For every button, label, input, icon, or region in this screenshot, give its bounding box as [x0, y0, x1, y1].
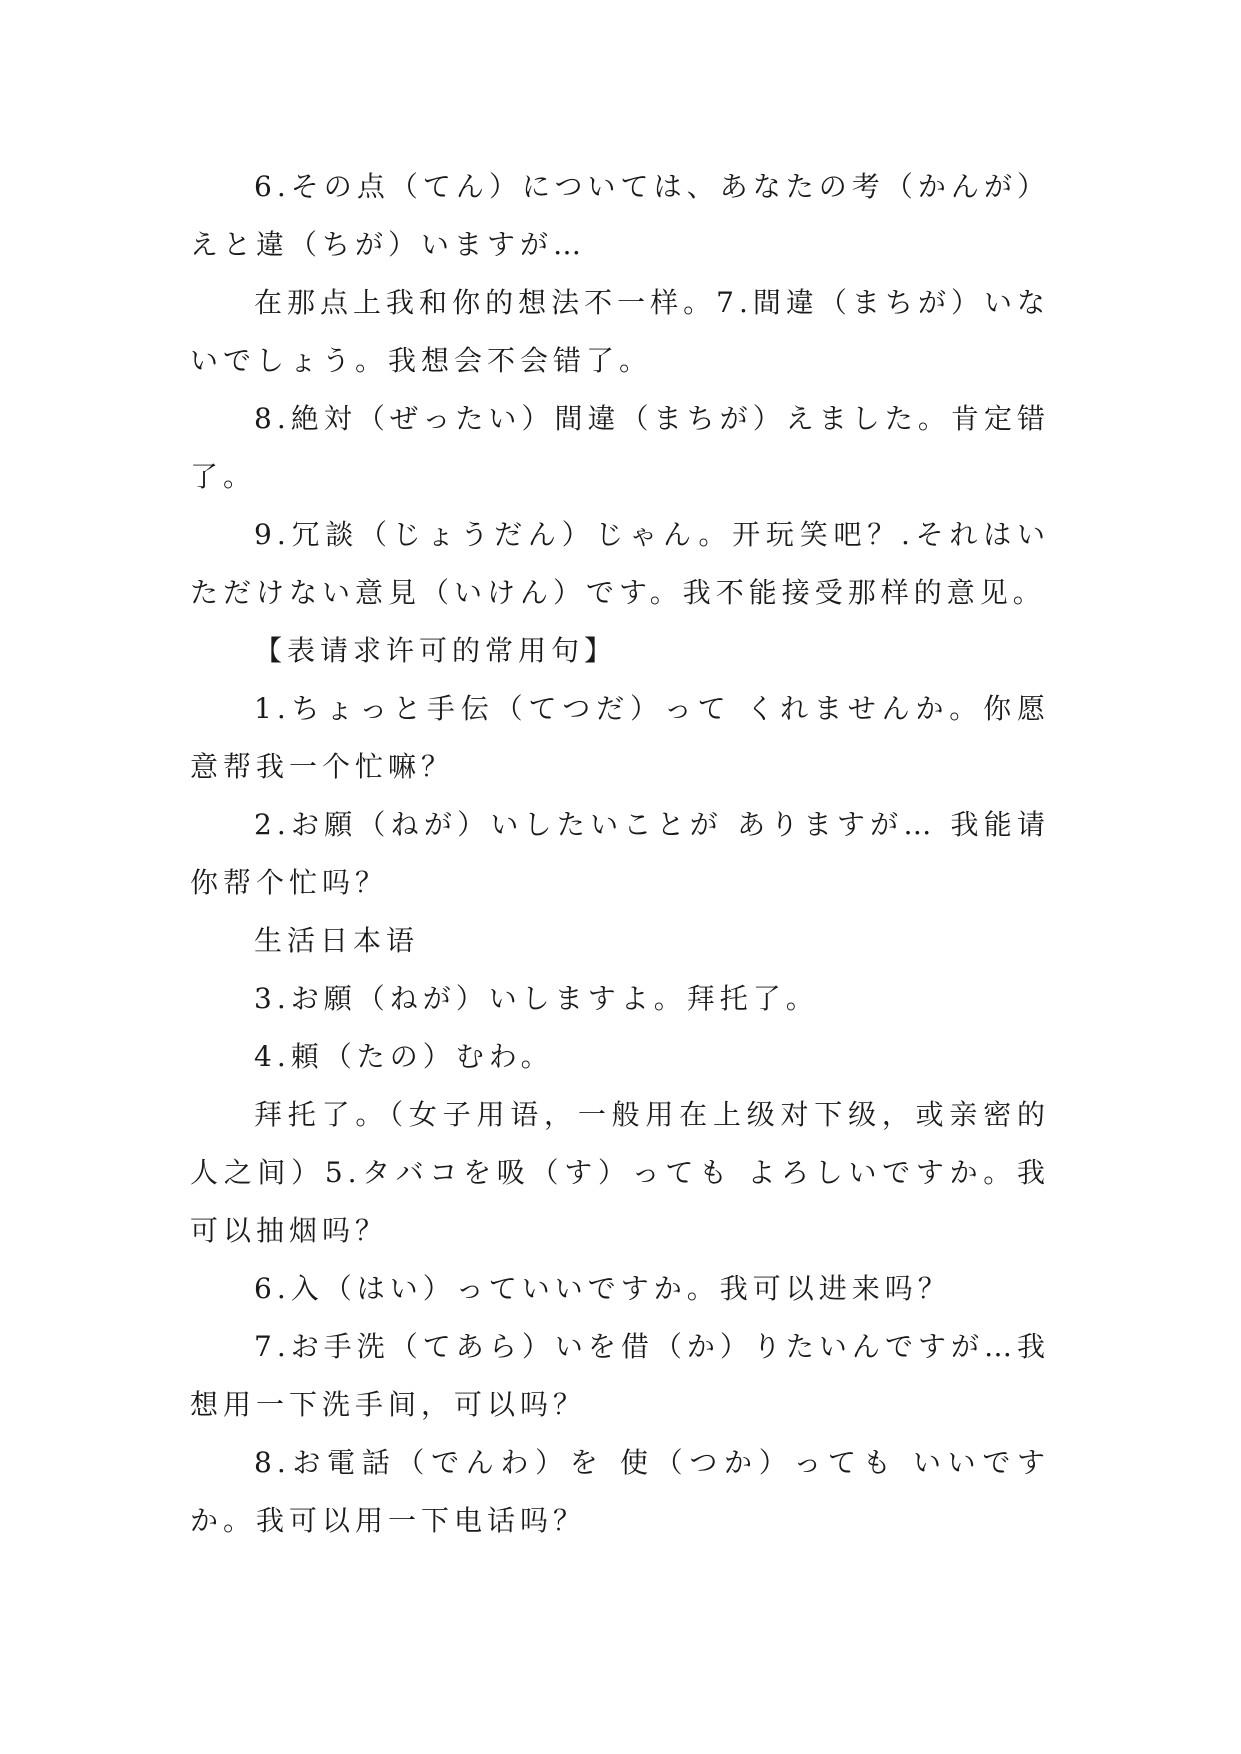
paragraph: 6.入（はい）っていいですか。我可以进来吗？ [254, 1272, 951, 1305]
document-body [190, 158, 1050, 1550]
paragraph: 8.お電話（でんわ）を 使（つか）っても いいですか。我可以用一下电话吗？ [190, 1446, 1050, 1537]
section-heading: 【表请求许可的常用句】 [254, 634, 618, 667]
paragraph: 7.お手洗（てあら）いを借（か）りたいんですが…我想用一下洗手间，可以吗？ [190, 1330, 1050, 1421]
paragraph: 在那点上我和你的想法不一样。7.間違（まちが）いないでしょう。我想会不会错了。 [190, 286, 1050, 377]
paragraph: 2.お願（ねが）いしたいことが ありますが… 我能请你帮个忙吗？ [190, 808, 1050, 899]
paragraph: 3.お願（ねが）いしますよ。拜托了。 [254, 982, 819, 1015]
section-heading: 生活日本语 [254, 924, 420, 957]
paragraph: 4.頼（たの）むわ。 [254, 1040, 554, 1073]
paragraph: 6.その点（てん）については、あなたの考（かんが）えと違（ちが）いますが… [190, 170, 1050, 261]
paragraph: 1.ちょっと手伝（てつだ）って くれませんか。你愿意帮我一个忙嘛？ [190, 692, 1050, 783]
paragraph: 拜托了。（女子用语，一般用在上级对下级，或亲密的人之间）5.タバコを吸（す）っても よろしいですか。我可以抽烟吗？ [190, 1098, 1050, 1247]
paragraph: 9.冗談（じょうだん）じゃん。开玩笑吧？.それはいただけない意見（いけん）です。我不能接受那样的意见。 [190, 518, 1050, 609]
paragraph: 8.絶対（ぜったい）間違（まちが）えました。肯定错了。 [190, 402, 1050, 493]
